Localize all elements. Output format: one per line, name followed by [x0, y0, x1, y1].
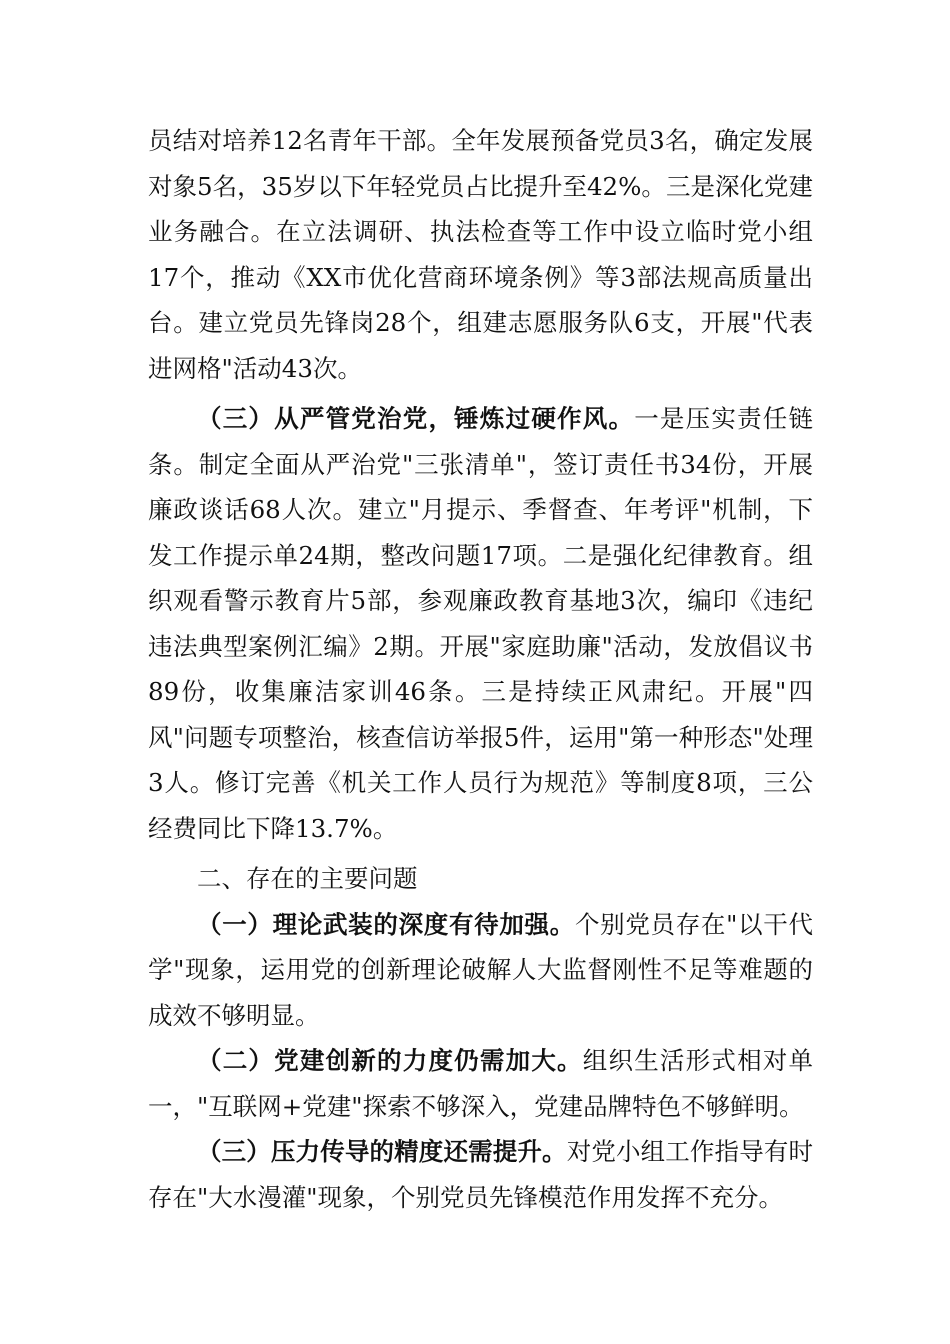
section-lead-strict-governance: （三）从严管党治党，锤炼过硬作风。 [197, 404, 635, 433]
paragraph-party-building-results: 员结对培养12名青年干部。全年发展预备党员3名，确定发展对象5名，35岁以下年轻党员占比提升至42%。三是深化党建业务融合。在立法调研、执法检查等工作中设立临时党小组17个，推动《XX市优化营商环境条例》等3部法规高质量出台。建立党员先锋岗28个，组建志愿服务队6支，开展"代表进网格"活动43次。 [148, 126, 813, 383]
problem-lead-theory: （一）理论武装的深度有待加强。 [197, 909, 575, 939]
document-body [148, 118, 813, 1220]
problem-body-innovation: 组织生活形式相对单一，"互联网+党建"探索不够深入，党建品牌特色不够鲜明。 [148, 1046, 814, 1121]
problem-body-pressure: 对党小组工作指导有时存在"大水漫灌"现象，个别党员先锋模范作用发挥不充分。 [148, 1137, 813, 1212]
paragraph-problem-theory [148, 902, 813, 1039]
paragraph-problem-pressure [148, 1129, 813, 1220]
problem-body-theory: 个别党员存在"以干代学"现象，运用党的创新理论破解人大监督刚性不足等难题的成效不够明显。 [148, 909, 813, 1030]
paragraph-strict-governance [148, 396, 813, 851]
problem-lead-innovation: （二）党建创新的力度仍需加大。 [197, 1046, 583, 1075]
heading-main-problems: 二、存在的主要问题 [197, 864, 418, 893]
paragraph-problem-innovation [148, 1038, 813, 1129]
problem-lead-pressure: （三）压力传导的精度还需提升。 [197, 1137, 567, 1166]
section-body-strict-governance: 一是压实责任链条。制定全面从严治党"三张清单"，签订责任书34份，开展廉政谈话68人次。建立"月提示、季督查、年考评"机制，下发工作提示单24期，整改问题17项。二是强化纪律教育。组织观看警示教育片5部，参观廉政教育基地3次，编印《违纪违法典型案例汇编》2期。开展"家庭助廉"活动，发放倡议书89份，收集廉洁家训46条。三是持续正风肃纪。开展"四风"问题专项整治，核查信访举报5件，运用"第一种形态"处理3人。修订完善《机关工作人员行为规范》等制度8项，三公经费同比下降13.7%。 [148, 404, 814, 843]
